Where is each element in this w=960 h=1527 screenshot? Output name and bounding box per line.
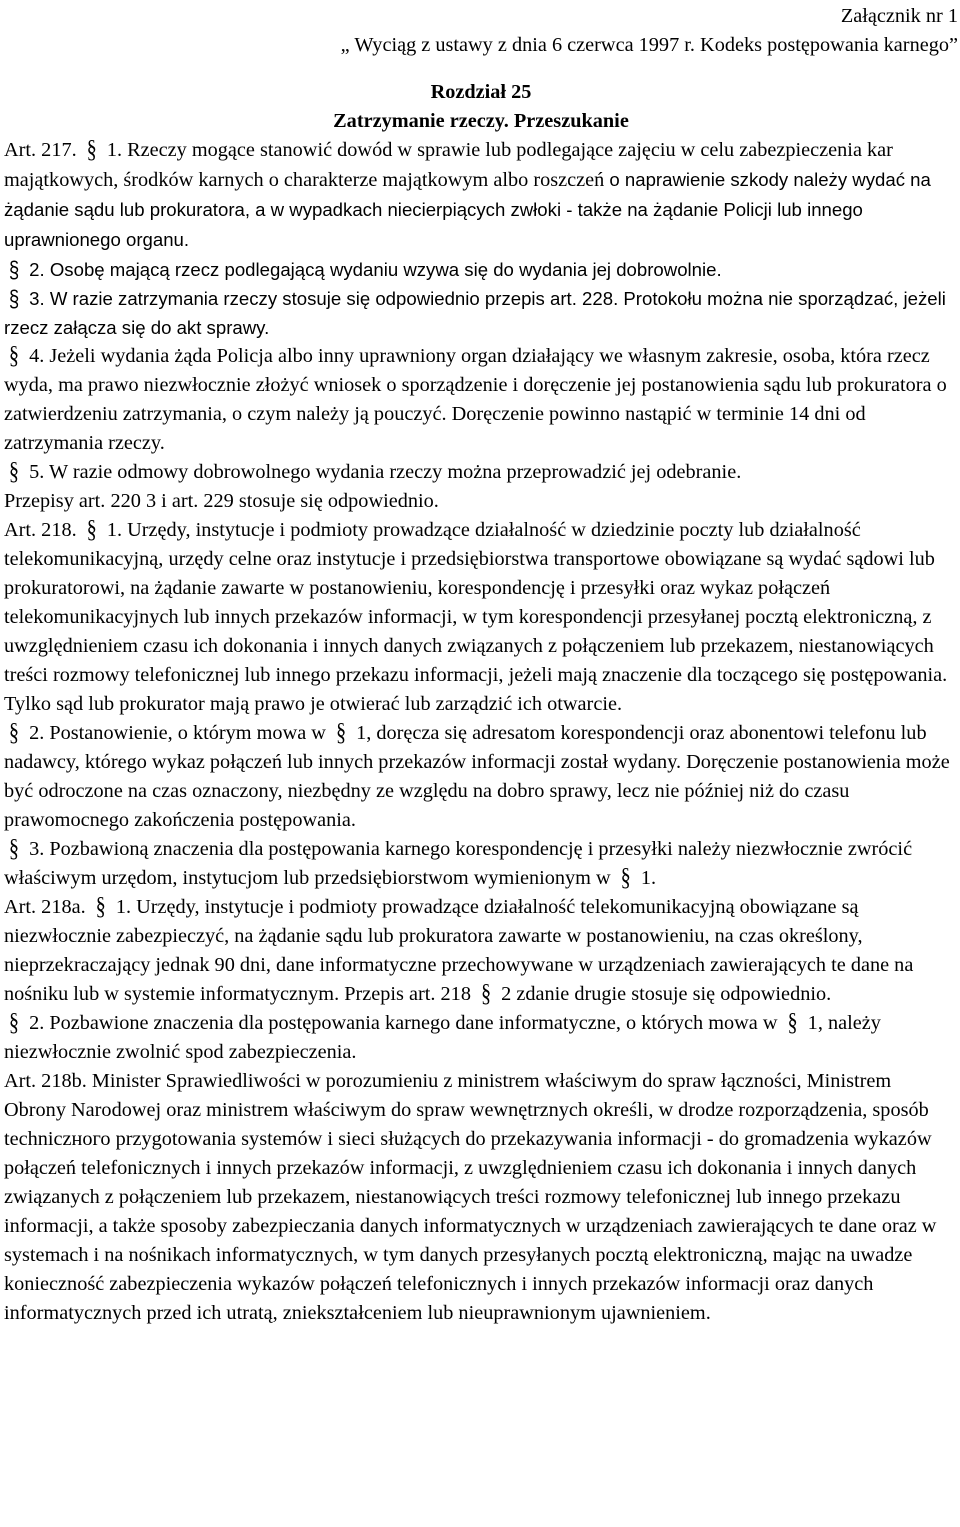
art217-paragraph-5-b: Przepisy art. 220 3 i art. 229 stosuje się odpowiednio.: [4, 490, 439, 512]
art217-paragraph-2: [4, 255, 958, 284]
art217-text-2: o naprawienie szkody należy wydać na żądanie sądu lub prokuratora, a w wypadkach niecierpiących zwłoki - także na żądanie Policji lub innego uprawnionego organu.: [4, 169, 931, 250]
section-symbol: §: [787, 1009, 798, 1037]
art218a-paragraph-2: [4, 1009, 958, 1067]
section-symbol: §: [86, 136, 97, 164]
art218a-text-2b: 1, należy niezwłocznie zwolnić spod zabezpieczenia.: [4, 1012, 881, 1063]
art218a-text-1: 1. Urzędy, instytucje i podmioty prowadzące działalność telekomunikacyjną obowiązane są niezwłocznie zabezpieczyć, na żądanie sądu lub prokuratora zawarte w postanowieniu, na czas określony, nieprzekraczający jednak 90 dni, dane informatyczne przechowywane w urządzeniach zawierających te dane na nośniku lub w systemie informatycznym. Przepis art. 218: [4, 896, 914, 1005]
art217-label: Art. 217.: [4, 139, 77, 161]
art218-paragraph-2: [4, 719, 958, 835]
art218-text-2a: 2. Postanowienie, o którym mowa w: [29, 722, 326, 744]
art217-text-1: 1. Rzeczy mogące stanowić dowód w sprawie lub podlegające zajęciu w celu zabezpieczenia kar majątkowych, środków karnych o charakterze majątkowym albo roszczeń: [4, 139, 893, 191]
art218a-text-2a: 2. Pozbawione znaczenia dla postępowania karnego dane informatyczne, o których mowa w: [29, 1012, 778, 1034]
art218b-paragraph: Art. 218b. Minister Sprawiedliwości w porozumieniu z ministrem właściwym do spraw łączności, Ministrem Obrony Narodowej oraz ministrem właściwym do spraw wewnętrznych określi, w drodze rozporządzenia, sposób techniczного przygotowania systemów i sieci służących do przekazywania informacji - do gromadzenia wykazów połączeń telefonicznych i innych przekazów informacji, z uwzględnieniem czasu ich dokonania i innych danych związanych z połączeniem lub przekazem, niestanowiących treści rozmowy telefonicznej lub innego przekazu informacji, a także sposoby zabezpieczania danych informatycznych w urządzeniach zawierających te dane oraz w systemach i na nośnikach informatycznych, w tym danych przesyłanych pocztą elektroniczną, mając na uwadze konieczność zabezpieczenia wykazów połączeń telefonicznych i innych przekazów informacji oraz danych informatycznych przed ich utratą, zniekształceniem lub nieuprawnionym ujawnieniem.: [4, 1070, 937, 1324]
section-symbol: §: [8, 719, 20, 747]
attachment-label: Załącznik nr 1: [840, 5, 958, 27]
source-title: „ Wyciąg z ustawy z dnia 6 czerwca 1997 r. Kodeks postępowania karnego”: [340, 34, 958, 56]
art218a-label: Art. 218a.: [4, 896, 86, 918]
art217-text-4: 3. W razie zatrzymania rzeczy stosuje się odpowiednio przepis art. 228. Protokołu można nie sporządzać, jeżeli rzecz załącza się do akt sprawy.: [4, 288, 946, 338]
art218-text-2b: 1, doręcza się adresatom korespondencji oraz abonentowi telefonu lub nadawcy, którego wykaz połączeń lub innych przekazów informacji został wydany. Doręczenie postanowienia może być odroczone na czas oznaczony, niezbędny ze względu na dobro sprawy, lecz nie później niż do czasu prawomocnego zakończenia postępowania.: [4, 722, 950, 831]
section-symbol: §: [335, 719, 347, 747]
section-symbol: §: [620, 864, 631, 892]
art217-paragraph-3: [4, 284, 958, 342]
section-symbol: §: [8, 256, 20, 283]
section-symbol: §: [8, 285, 20, 312]
art218-text-3b: 1.: [640, 867, 657, 889]
art218-label: Art. 218.: [4, 519, 77, 541]
section-symbol: §: [95, 893, 106, 921]
section-symbol: §: [8, 835, 20, 863]
art218-text-3a: 3. Pozbawioną znaczenia dla postępowania karnego korespondencję i przesyłki należy niezwłocznie zwrócić właściwym urzędom, instytucjom lub przedsiębiorstwom wymienionym w: [4, 838, 913, 889]
art218-paragraph-1: [4, 516, 958, 719]
section-symbol: §: [8, 458, 20, 486]
section-symbol: §: [480, 980, 492, 1008]
art218-text-1: 1. Urzędy, instytucje i podmioty prowadzące działalność w dziedzinie poczty lub działalność telekomunikacyjną, urzędy celne oraz instytucje i przedsiębiorstwa transportowe obowiązane są wydać sądowi lub prokuratorowi, na żądanie zawarte w postanowieniu, korespondencję i przesyłki oraz wykaz połączeń telekomunikacyjnych lub innych przekazów informacji, w tym korespondencji przesyłanej pocztą elektroniczną, z uwzględnieniem czasu ich dokonania i innych danych związanych z połączeniem lub przekazem, niestanowiących treści rozmowy telefonicznej lub innego przekazu informacji, jeżeli mają znaczenie dla toczącego się postępowania. Tylko sąd lub prokurator mają prawo je otwierać lub zarządzić ich otwarcie.: [4, 519, 948, 715]
section-symbol: §: [8, 1009, 20, 1037]
art218a-text-1c: 2 zdanie drugie stosuje się odpowiednio.: [501, 983, 832, 1005]
section-symbol: §: [8, 342, 20, 370]
chapter-number: Rozdział 25: [430, 81, 532, 103]
document-page: [4, 2, 958, 1328]
art218-paragraph-3: [4, 835, 958, 893]
art217-text-3: 2. Osobę mającą rzecz podlegającą wydaniu wzywa się do wydania jej dobrowolnie.: [29, 259, 722, 280]
chapter-title: Zatrzymanie rzeczy. Przeszukanie: [333, 110, 629, 132]
art217-paragraph-4: [4, 342, 958, 458]
section-symbol: §: [86, 516, 97, 544]
art217-paragraph-5: [4, 458, 958, 487]
art217-text-5: 4. Jeżeli wydania żąda Policja albo inny uprawniony organ działający we własnym zakresie, osoba, która rzecz wyda, ma prawo niezwłocznie złożyć wniosek o sporządzenie i doręczenie jej postanowienia sądu lub prokuratora o zatwierdzeniu zatrzymania, o czym należy ją pouczyć. Doręczenie powinno nastąpić w terminie 14 dni od zatrzymania rzeczy.: [4, 345, 947, 454]
art217-text-6: 5. W razie odmowy dobrowolnego wydania rzeczy można przeprowadzić jej odebranie.: [29, 461, 742, 483]
art218a-paragraph-1: [4, 893, 958, 1009]
art217-paragraph-1: [4, 136, 958, 255]
